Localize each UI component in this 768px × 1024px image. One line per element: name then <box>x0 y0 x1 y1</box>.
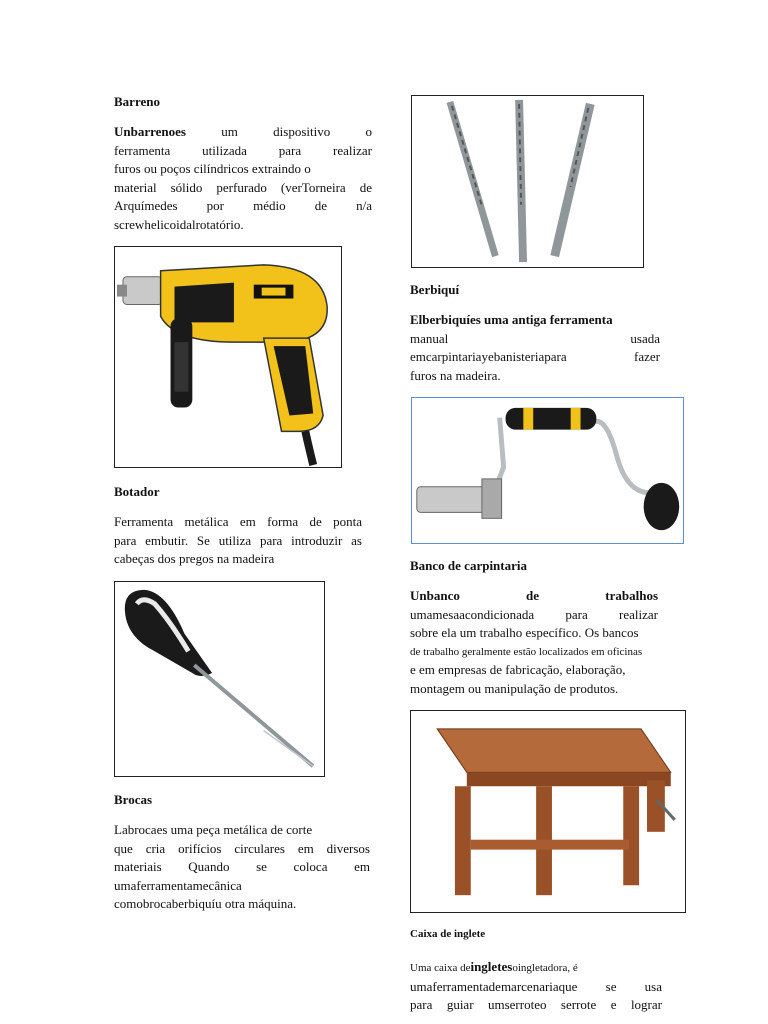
brocas-paragraph <box>114 821 370 914</box>
drill-bits-image <box>411 95 644 268</box>
berbiqui-line-1: Elberbiquíes uma antiga ferramenta <box>410 312 613 327</box>
brocas-heading: Brocas <box>114 792 153 807</box>
barreno-line-5: Arquímedes por médio de n/a <box>114 198 372 213</box>
barreno-line-4: material sólido perfurado (verTorneira de <box>114 179 372 195</box>
caixa-line-3: para guiar umserroteo serrote e lograr <box>410 997 662 1012</box>
brocas-line-4: umaferramentamecânica <box>114 877 242 893</box>
botador-paragraph <box>114 513 362 569</box>
caixa-line-1: Uma caixa deingletesoingletadora, é <box>410 959 578 974</box>
botador-image <box>114 581 325 777</box>
caixa-line-2: umaferramentademarcenariaque se usa <box>410 978 662 994</box>
power-drill-illustration <box>115 247 341 467</box>
brocas-line-3: materiais Quando se coloca em <box>114 859 370 874</box>
workbench-image <box>410 710 686 913</box>
berbiqui-line-4: furos na madeira. <box>410 367 501 383</box>
drill-image <box>114 246 342 468</box>
berbiqui-line-3: emcarpintariayebanisteriapara fazer <box>410 349 660 364</box>
botador-heading: Botador <box>114 484 160 499</box>
caixa-heading: Caixa de inglete <box>410 928 486 940</box>
workbench-illustration <box>411 711 685 912</box>
banco-line-1: Unbanco de trabalhos <box>410 588 658 603</box>
banco-line-2: umamesaacondicionada para realizar <box>410 606 658 622</box>
drill-bits-illustration <box>412 96 643 267</box>
banco-paragraph <box>410 587 658 698</box>
brocas-line-1: Labrocaes uma peça metálica de corte <box>114 822 313 837</box>
barreno-line-1: Unbarrenoes um dispositivo o <box>114 124 372 139</box>
barreno-line-3: furos ou poços cilíndricos extraindo o <box>114 161 311 176</box>
brocas-line-5: comobrocaberbiquíu otra máquina. <box>114 896 297 911</box>
brace-image <box>411 397 684 544</box>
barreno-line-2: ferramenta utilizada para realizar <box>114 142 372 158</box>
banco-line-4: de trabalho geralmente estão localizados em oficinas <box>410 645 643 658</box>
botador-line-3: cabeças dos pregos na madeira <box>114 551 275 566</box>
botador-line-2: para embutir. Se utiliza para introduzir as <box>114 532 362 548</box>
berbiqui-paragraph <box>410 311 660 385</box>
banco-line-3: sobre ela um trabalho específico. Os bancos <box>410 625 639 640</box>
botador-line-1: Ferramenta metálica em forma de ponta <box>114 514 362 529</box>
banco-line-6: montagem ou manipulação de produtos. <box>410 680 619 696</box>
barreno-line-6: screwhelicoidalrotatório. <box>114 216 244 232</box>
barreno-heading: Barreno <box>114 94 160 109</box>
hand-brace-illustration <box>412 398 683 543</box>
berbiqui-line-2: manual usada <box>410 330 660 346</box>
barreno-paragraph <box>114 123 372 234</box>
banco-heading: Banco de carpintaria <box>410 558 527 573</box>
awl-illustration <box>115 582 324 776</box>
brocas-line-2: que cria orifícios circulares em diversos <box>114 840 370 856</box>
berbiqui-heading: Berbiquí <box>410 282 460 297</box>
caixa-paragraph <box>410 958 662 1015</box>
banco-line-5: e em empresas de fabricação, elaboração, <box>410 662 626 677</box>
